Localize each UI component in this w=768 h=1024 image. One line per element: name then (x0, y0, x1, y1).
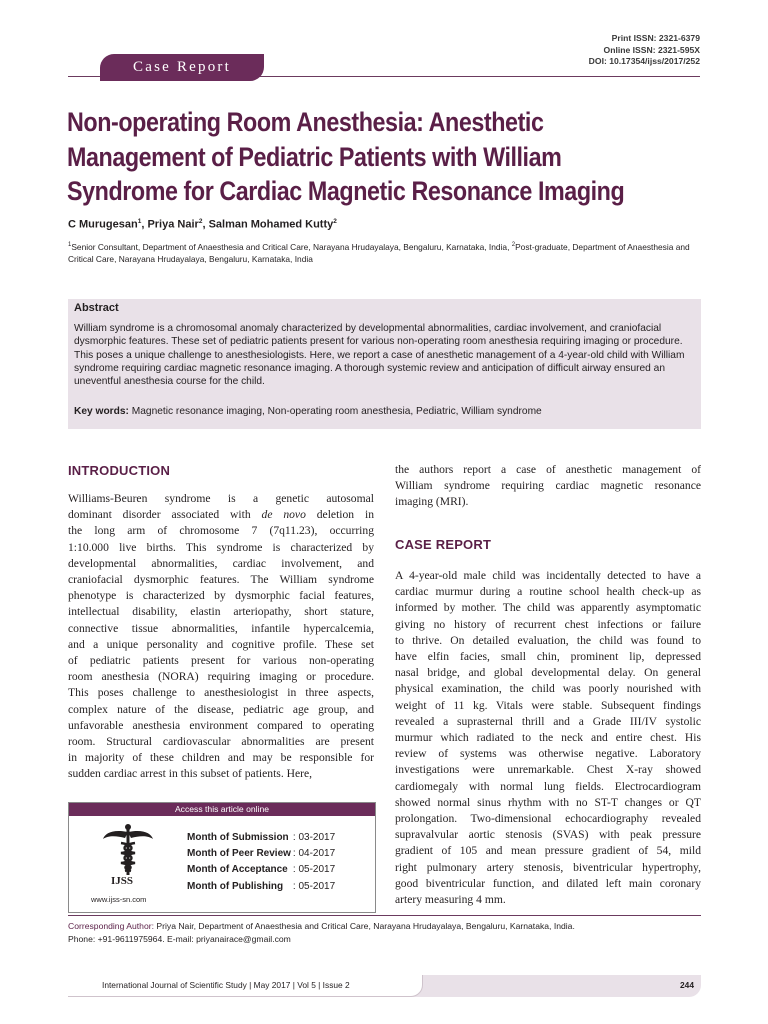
page-number: 244 (680, 980, 694, 990)
page-footer (68, 975, 701, 999)
text-line: prolongation. Two-dimensional echocardiography revealed (395, 812, 701, 826)
access-article-box (68, 802, 376, 913)
text-line: weight of 11 kg. Vitals were stable. Subsequent findings (395, 698, 701, 712)
text-line: room. Structural cardiovascular abnormalities are present (68, 735, 374, 749)
text-line: cardiomegaly with normal lung fields. Electrocardiogram (395, 779, 701, 793)
introduction-text (68, 491, 374, 783)
text-line: gradient of 105 and mean pressure gradient of 54, mild (395, 844, 701, 858)
text-line: artery measuring 4 mm. (395, 893, 506, 907)
text-line: to thrive. On detailed evaluation, the child was found to (395, 633, 701, 647)
case-report-heading: CASE REPORT (395, 537, 492, 552)
text-line: giving no history of recurrent chest infections or failure (395, 617, 701, 631)
date-row (187, 862, 335, 878)
title-line: Non-operating Room Anesthesia: Anesthetic (67, 107, 544, 137)
text-line: dominant disorder associated with de novo deletion in (68, 508, 374, 522)
introduction-continued (395, 462, 701, 511)
corresponding-rule (68, 915, 701, 916)
corresponding-label: Corresponding Author: (68, 921, 154, 931)
date-label: Month of Peer Review (187, 848, 291, 860)
date-row (187, 878, 335, 894)
text-line: A 4-year-old male child was incidentally detected to have a (395, 569, 701, 582)
access-heading: Access this article online (69, 803, 375, 816)
text-line: showed normal sinus rhythm with no ST-T changes or QT (395, 795, 701, 809)
text-line: William syndrome requiring cardiac magnetic resonance (395, 479, 701, 493)
date-row (187, 829, 335, 845)
text-line: investigations were unremarkable. Chest X-ray showed (395, 763, 701, 777)
text-line: the authors report a case of anesthetic management of (395, 463, 701, 476)
introduction-heading: INTRODUCTION (68, 463, 171, 478)
text-line: developmental abnormalities, cardiac involvement, and (68, 556, 374, 570)
doi: DOI: 10.17354/ijss/2017/252 (588, 56, 700, 66)
logo-text: IJSS (111, 875, 134, 887)
abstract-box (68, 299, 701, 429)
author-sup: 2 (333, 218, 337, 225)
text-line: room anesthesia (NORA) requiring imaging or procedure. (68, 670, 374, 684)
text-line: have elfin facies, small chin, prominent lip, depressed (395, 650, 701, 664)
date-label: Month of Submission (187, 831, 289, 843)
online-issn: Online ISSN: 2321-595X (603, 44, 700, 55)
author-name: Priya Nair (147, 218, 199, 231)
text-line: connective tissue abnormalities, infantile hypercalcemia, (68, 621, 374, 635)
text-line: imaging (MRI). (395, 495, 469, 509)
footer-journal: International Journal of Scientific Study | May 2017 | Vol 5 | Issue 2 (102, 980, 350, 990)
title-line: Management of Pediatric Patients with William (67, 141, 562, 172)
caduceus-icon (101, 823, 155, 881)
affil-text: Post-graduate, Department of Anaesthesia and Critical Care, Narayana Hrudayalaya, Bengaluru, Karnataka, India (68, 241, 690, 265)
print-issn: Print ISSN: 2321-6379 (611, 33, 700, 43)
text-line: supravalvular aortic stenosis (SVAS) with peak pressure (395, 828, 701, 842)
publication-dates (187, 829, 367, 895)
journal-website: www.ijss-sn.com (91, 895, 147, 904)
text-line: of pediatric patients present for various non-operating (68, 654, 374, 668)
date-value: : 05-2017 (292, 864, 336, 876)
text-line: This poses challenge to anesthesiologist in three aspects, (68, 686, 374, 700)
affil-text: Senior Consultant, Department of Anaesthesia and Critical Care, Narayana Hrudayalaya, Bengaluru, Karnataka, India, (71, 241, 512, 252)
text-line: 1:10.000 live births. This syndrome is characterized by (68, 540, 374, 554)
issn-block (589, 33, 700, 68)
keywords-text: Magnetic resonance imaging, Non-operating room anesthesia, Pediatric, William syndrome (131, 406, 542, 417)
date-value: : 05-2017 (292, 880, 336, 892)
text-line: the long arm of chromosome 7 (7q11.23), occurring (68, 524, 374, 538)
text-line: phenotype is characterized by dysmorphic facial features, (68, 589, 374, 603)
article-title (67, 105, 630, 209)
text-line: good biventricular function, and dilated left main coronary (395, 876, 701, 890)
author-sup: 2 (198, 218, 203, 225)
author-list: C Murugesan$^1$, Priya Nair$^2$, Salman Mohamed Kutty$^2$ (68, 218, 337, 231)
text-line: sudden cardiac arrest in this subset of patients. Here, (68, 767, 313, 781)
text-line: cardiac murmur during a routine school health check-up as (395, 585, 701, 599)
author-name: C Murugesan (68, 218, 138, 231)
text-line: unfavorable anesthesia environment compared to operating (68, 718, 374, 732)
text-line: craniofacial dysmorphic features. The William syndrome (68, 573, 374, 587)
date-value: : 04-2017 (292, 848, 336, 860)
author-name: Salman Mohamed Kutty (208, 218, 334, 231)
date-row (187, 845, 335, 861)
text-line: review of systems was otherwise negative. Laboratory (395, 747, 701, 761)
text-line: right pulmonary artery stenosis, biventricular hypertrophy, (395, 860, 701, 874)
text-line: and a unique personality and cognitive profile. These set (68, 637, 374, 651)
text-line: nasal bridge, and global developmental delay. On general (395, 666, 701, 680)
text-line: complex nature of the disease, pediatric age group, and (68, 702, 374, 716)
date-label: Month of Acceptance (187, 864, 288, 876)
text-line: informed by mother. The child was apparently asymptomatic (395, 601, 701, 615)
author-sup: 1 (137, 218, 142, 225)
text-line: revealed a suprasternal thrill and a Grade III/IV systolic (395, 714, 701, 728)
affil-sup: 1 (68, 242, 72, 248)
text-line: Williams-Beuren syndrome is a genetic autosomal (68, 492, 374, 505)
text-line: physical examination, the child was poorly nourished with (395, 682, 701, 696)
ijss-logo (101, 823, 155, 881)
abstract-text: William syndrome is a chromosomal anomaly characterized by developmental abnormalities, cardiac involvement, and craniofacial dysmorphic features. These set of pediatric patients present for various non-operating room anesthesia requiring imaging or procedure. This poses a unique challenge to anesthesiologists. Here, we report a case of anesthetic management of a 4-year-old child with William syndrome requiring cardiac magnetic resonance imaging. A thorough systemic review and anticipation of difficult airway ensured an uneventful anesthesia course for the child. (74, 323, 685, 388)
corresponding-text: Priya Nair, Department of Anaesthesia and Critical Care, Narayana Hrudayalaya, Bengaluru, Karnataka, India. (154, 921, 575, 931)
case-report-text (395, 568, 701, 908)
affil-sup: 2 (511, 242, 516, 248)
keywords-label: Key words: (74, 406, 129, 417)
abstract-heading: Abstract (74, 302, 119, 314)
text-line: in majority of these children and may be responsible for (68, 751, 374, 765)
keywords (74, 406, 696, 417)
affiliations (68, 239, 708, 266)
corresponding-author (68, 920, 701, 945)
article-type-badge: Case Report (100, 54, 264, 81)
date-label: Month of Publishing (187, 880, 284, 892)
title-line: Syndrome for Cardiac Magnetic Resonance Imaging (67, 176, 625, 206)
corresponding-contact: Phone: +91-9611975964. E-mail: priyanairace@gmail.com (68, 933, 291, 944)
text-line: intellectual disability, elastin arteriopathy, short stature, (68, 605, 374, 619)
date-value: : 03-2017 (292, 831, 336, 843)
text-line: murmur which radiated to the neck and entire chest. His (395, 731, 701, 745)
